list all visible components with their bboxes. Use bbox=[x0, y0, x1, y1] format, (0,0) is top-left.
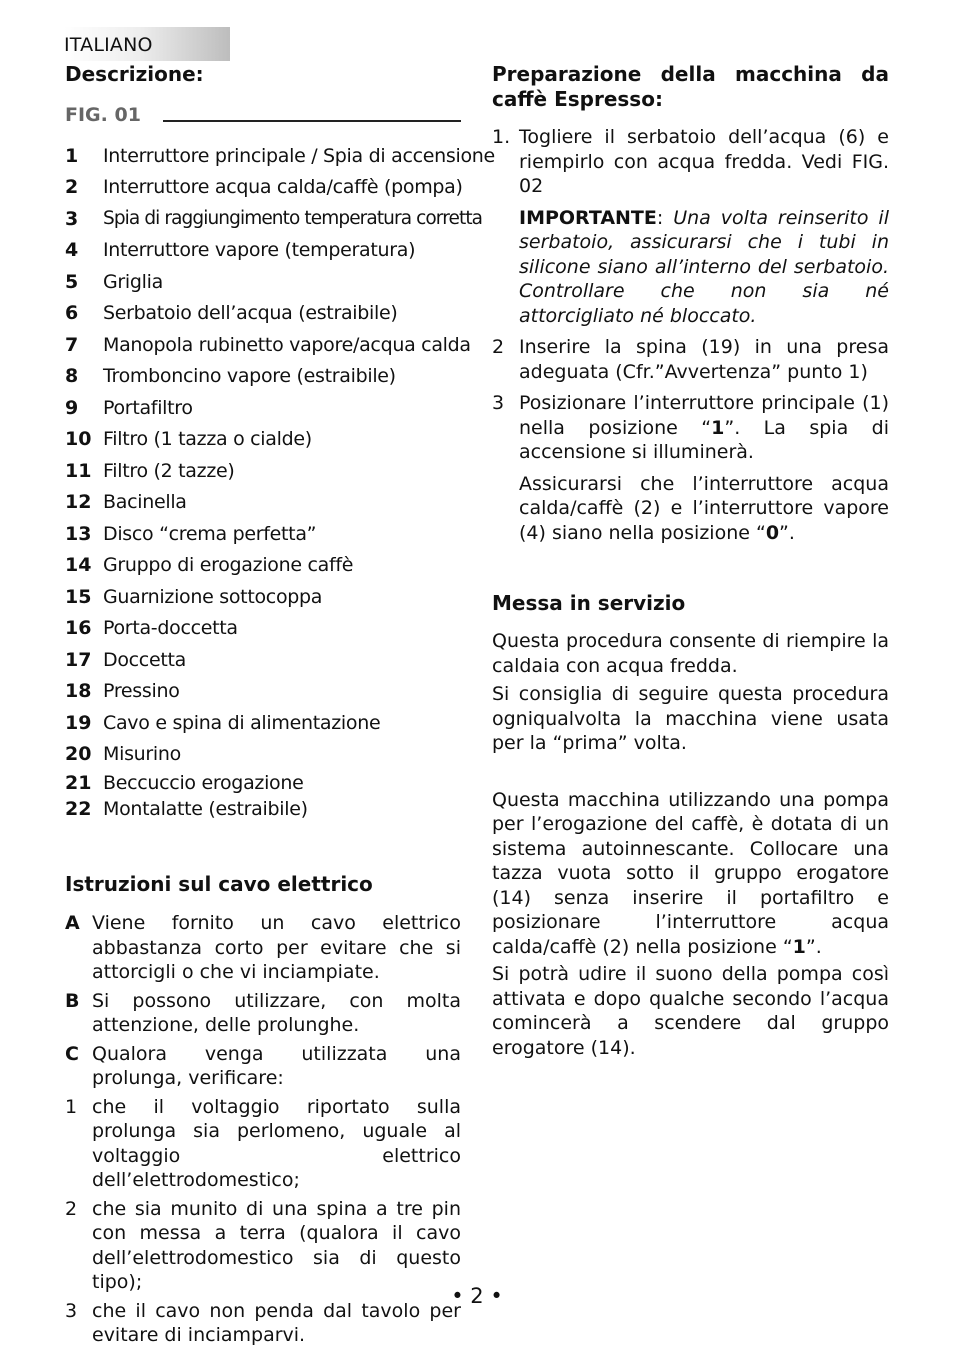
cable-item-text: Si possono utilizzare, con molta attenzione, delle prolunghe. bbox=[92, 989, 461, 1036]
cable-item-label: B bbox=[65, 989, 80, 1012]
cable-item-label: 1 bbox=[65, 1095, 78, 1118]
text-part: ”. bbox=[805, 935, 822, 958]
page-number: • 2 • bbox=[451, 1284, 503, 1308]
part-number: 14 bbox=[65, 554, 92, 577]
part-item bbox=[65, 550, 461, 582]
part-label: Beccuccio erogazione bbox=[103, 772, 304, 794]
description-heading: Descrizione: bbox=[65, 62, 204, 86]
part-item bbox=[65, 298, 461, 330]
cable-item bbox=[65, 1042, 461, 1091]
text-bold: 1 bbox=[792, 935, 806, 958]
part-label: Spia di raggiungimento temperatura corretta bbox=[103, 208, 483, 230]
text-part: Assicurarsi che l’interruttore acqua calda/caffè (2) e l’interruttore vapore (4) siano nella posizione “ bbox=[519, 472, 889, 544]
cable-item-label: C bbox=[65, 1042, 79, 1065]
part-label: Montalatte (estraibile) bbox=[103, 798, 308, 820]
part-item bbox=[65, 455, 461, 487]
preparation-heading: Preparazione della macchina da caffè Espresso: bbox=[492, 62, 889, 111]
part-label: Pressino bbox=[103, 680, 180, 703]
part-number: 17 bbox=[65, 648, 92, 671]
part-item bbox=[65, 392, 461, 424]
part-item bbox=[65, 644, 461, 676]
parts-list bbox=[65, 140, 495, 822]
step-3 bbox=[492, 391, 889, 465]
service-heading: Messa in servizio bbox=[492, 591, 686, 615]
step-text: Togliere il serbatoio dell’acqua (6) e riempirlo con acqua fredda. Vedi FIG. 02 bbox=[519, 126, 889, 197]
part-item bbox=[65, 770, 461, 796]
step-text bbox=[519, 391, 889, 465]
cable-heading: Istruzioni sul cavo elettrico bbox=[65, 872, 373, 896]
part-number: 8 bbox=[65, 365, 79, 388]
cable-instructions bbox=[65, 911, 461, 1348]
part-label: Griglia bbox=[103, 270, 163, 293]
part-item bbox=[65, 266, 461, 298]
cable-item-label: 3 bbox=[65, 1299, 78, 1322]
part-label: Cavo e spina di alimentazione bbox=[103, 711, 381, 734]
figure-reference bbox=[65, 100, 461, 130]
part-label: Portafiltro bbox=[103, 396, 193, 419]
important-label: IMPORTANTE bbox=[519, 206, 657, 229]
part-label: Guarnizione sottocoppa bbox=[103, 585, 323, 608]
figure-label: FIG. 01 bbox=[65, 104, 141, 126]
cable-item bbox=[65, 989, 461, 1038]
text-bold: 1 bbox=[711, 416, 725, 439]
part-item bbox=[65, 203, 483, 235]
step-3-note bbox=[519, 472, 889, 546]
cable-item-label: 2 bbox=[65, 1197, 78, 1220]
part-number: 10 bbox=[65, 428, 92, 451]
part-label: Serbatoio dell’acqua (estraibile) bbox=[103, 302, 398, 325]
part-item bbox=[65, 424, 461, 456]
part-label: Interruttore principale / Spia di accensione bbox=[103, 144, 495, 167]
part-label: Interruttore acqua calda/caffè (pompa) bbox=[103, 176, 463, 199]
language-tab: ITALIANO bbox=[64, 27, 230, 61]
service-paragraph-1: Questa procedura consente di riempire la caldaia con acqua fredda. bbox=[492, 630, 889, 677]
part-item bbox=[65, 796, 461, 822]
step-number: 1. bbox=[492, 126, 511, 148]
part-label: Doccetta bbox=[103, 648, 186, 671]
part-number: 15 bbox=[65, 585, 92, 608]
part-item bbox=[65, 581, 461, 613]
important-text: Una volta reinserito il serbatoio, assicurarsi che i tubi in silicone siano all’interno del serbatoio. Controllare che non sia né attorcigliato né bloccato. bbox=[519, 206, 889, 327]
service-paragraph-4: Si potrà udire il suono della pompa così attivata e dopo qualche secondo l’acqua comincerà a scendere dal gruppo erogatore (14). bbox=[492, 963, 889, 1059]
part-item bbox=[65, 361, 461, 393]
important-sep: : bbox=[656, 206, 674, 229]
right-column bbox=[492, 62, 889, 1060]
service-paragraph-2: Si consiglia di seguire questa procedura ogniqualvolta la macchina viene usata per la “prima” volta. bbox=[492, 683, 889, 754]
part-number: 13 bbox=[65, 522, 92, 545]
part-number: 12 bbox=[65, 491, 92, 514]
part-label: Misurino bbox=[103, 743, 181, 766]
left-column bbox=[65, 62, 495, 1352]
part-number: 9 bbox=[65, 396, 79, 419]
cable-item bbox=[65, 1197, 461, 1295]
part-number: 5 bbox=[65, 270, 79, 293]
part-number: 18 bbox=[65, 680, 92, 703]
part-number: 20 bbox=[65, 743, 92, 766]
step-text: Inserire la spina (19) in una presa adeguata (Cfr.”Avvertenza” punto 1) bbox=[519, 336, 889, 383]
text-part: ”. La spia di accensione si illuminerà. bbox=[519, 416, 890, 463]
part-number: 22 bbox=[65, 798, 92, 820]
part-number: 21 bbox=[65, 772, 92, 794]
cable-item-label: A bbox=[65, 912, 80, 934]
cable-item-text: che sia munito di una spina a tre pin con messa a terra (qualora il cavo dell’elettrodomestico sia di questo tipo); bbox=[92, 1197, 461, 1293]
part-item bbox=[65, 676, 461, 708]
cable-item bbox=[65, 1095, 461, 1193]
part-number: 2 bbox=[65, 176, 79, 199]
part-number: 11 bbox=[65, 459, 92, 482]
part-label: Filtro (2 tazze) bbox=[103, 459, 235, 482]
service-paragraph-3 bbox=[492, 788, 889, 960]
step-2 bbox=[492, 335, 889, 384]
part-number: 19 bbox=[65, 711, 92, 734]
part-label: Disco “crema perfetta” bbox=[103, 522, 317, 545]
part-number: 7 bbox=[65, 333, 79, 356]
step-1 bbox=[492, 125, 889, 199]
part-label: Porta-doccetta bbox=[103, 617, 238, 640]
part-number: 6 bbox=[65, 302, 79, 325]
cable-item-text: Viene fornito un cavo elettrico abbastanza corto per evitare che si attorcigli o che vi inciampiate. bbox=[92, 912, 461, 983]
text-part: ”. bbox=[779, 521, 795, 544]
part-number: 16 bbox=[65, 617, 92, 640]
cable-item-text: Qualora venga utilizzata una prolunga, verificare: bbox=[92, 1042, 461, 1089]
text-part: Questa macchina utilizzando una pompa per l’erogazione del caffè, è dotata di un sistema autoinnescante. Collocare una tazza vuota sotto il gruppo erogatore (14) senza inserire il portafiltro e posizionare l’interruttore acqua calda/caffè (2) nella posizione “ bbox=[492, 788, 889, 958]
part-label: Gruppo di erogazione caffè bbox=[103, 554, 354, 577]
part-item bbox=[65, 140, 495, 172]
part-item bbox=[65, 487, 461, 519]
step-number: 3 bbox=[492, 392, 505, 414]
part-item bbox=[65, 235, 461, 267]
part-item bbox=[65, 613, 461, 645]
figure-rule bbox=[163, 120, 461, 122]
part-label: Bacinella bbox=[103, 491, 187, 514]
text-part: Posizionare l’interruttore principale (1) nella posizione “ bbox=[519, 392, 889, 439]
part-label: Manopola rubinetto vapore/acqua calda bbox=[103, 333, 471, 356]
part-label: Tromboncino vapore (estraibile) bbox=[103, 365, 396, 388]
part-item bbox=[65, 172, 461, 204]
part-label: Interruttore vapore (temperatura) bbox=[103, 239, 416, 262]
part-item bbox=[65, 518, 461, 550]
part-item bbox=[65, 739, 461, 771]
part-item bbox=[65, 329, 471, 361]
step-number: 2 bbox=[492, 336, 505, 358]
part-label: Filtro (1 tazza o cialde) bbox=[103, 428, 312, 451]
cable-item bbox=[65, 911, 461, 985]
part-item bbox=[65, 707, 461, 739]
part-number: 4 bbox=[65, 239, 79, 262]
part-number: 1 bbox=[65, 144, 79, 167]
important-note bbox=[519, 206, 889, 329]
cable-item-text: che il cavo non penda dal tavolo per evitare di inciamparvi. bbox=[92, 1299, 461, 1346]
cable-item-text: che il voltaggio riportato sulla prolunga sia perlomeno, uguale al voltaggio elettrico dell’elettrodomestico; bbox=[92, 1095, 461, 1191]
text-bold: 0 bbox=[765, 521, 780, 544]
cable-item bbox=[65, 1299, 461, 1348]
part-number: 3 bbox=[65, 207, 79, 230]
